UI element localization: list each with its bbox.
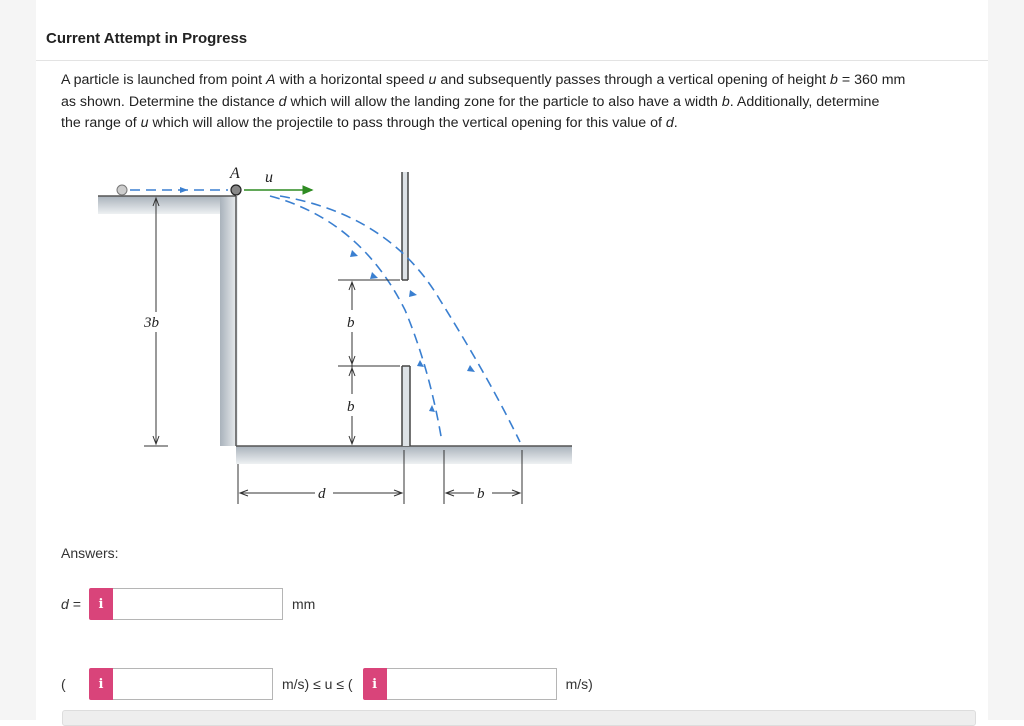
answers-label: Answers: — [61, 545, 119, 561]
info-icon[interactable]: i — [89, 588, 113, 620]
bottom-bar — [62, 710, 976, 726]
answer-row-d — [61, 588, 315, 620]
label-3b: 3b — [144, 315, 159, 331]
approach-path — [117, 185, 228, 195]
label-A: A — [230, 165, 240, 182]
u-max-input[interactable] — [387, 668, 557, 700]
trajectory-outer — [280, 196, 520, 442]
question-panel — [36, 0, 988, 720]
upper-barrier — [402, 172, 408, 280]
trajectory-arrowheads — [350, 250, 475, 412]
particle-at-A — [231, 185, 241, 195]
question-text — [61, 70, 971, 135]
lower-barrier — [402, 366, 410, 446]
label-b-bottom: b — [477, 486, 485, 502]
question-line-1: A particle is launched from point A with a horizontal speed u and subsequently passes through a vertical opening of height b = 360 mm — [61, 72, 906, 88]
question-line-2: as shown. Determine the distance d which will allow the landing zone for the particle to also have a width b. Additionally, determine — [61, 93, 880, 110]
d-label: d = — [61, 596, 81, 612]
d-unit: mm — [292, 596, 316, 612]
label-b-lower: b — [347, 399, 355, 415]
label-b-upper: b — [347, 315, 355, 331]
header-divider — [36, 60, 988, 61]
label-d: d — [318, 486, 326, 502]
info-icon[interactable]: i — [363, 668, 387, 700]
question-line-3: the range of u which will allow the projectile to pass through the vertical opening for this value of d. — [61, 115, 678, 131]
answer-row-u-range — [61, 668, 593, 700]
page-title: Current Attempt in Progress — [46, 30, 248, 47]
d-input[interactable] — [113, 588, 283, 620]
dimension-opening — [338, 280, 400, 444]
u-range-middle-text: m/s) ≤ u ≤ ( — [282, 676, 353, 692]
info-icon[interactable]: i — [89, 668, 113, 700]
range-open-paren: ( — [61, 676, 66, 692]
u-range-end-text: m/s) — [565, 676, 593, 692]
u-min-input[interactable] — [113, 668, 273, 700]
projectile-diagram — [60, 160, 580, 510]
left-margin — [0, 0, 36, 720]
right-margin — [988, 0, 1024, 720]
label-u: u — [265, 169, 273, 186]
